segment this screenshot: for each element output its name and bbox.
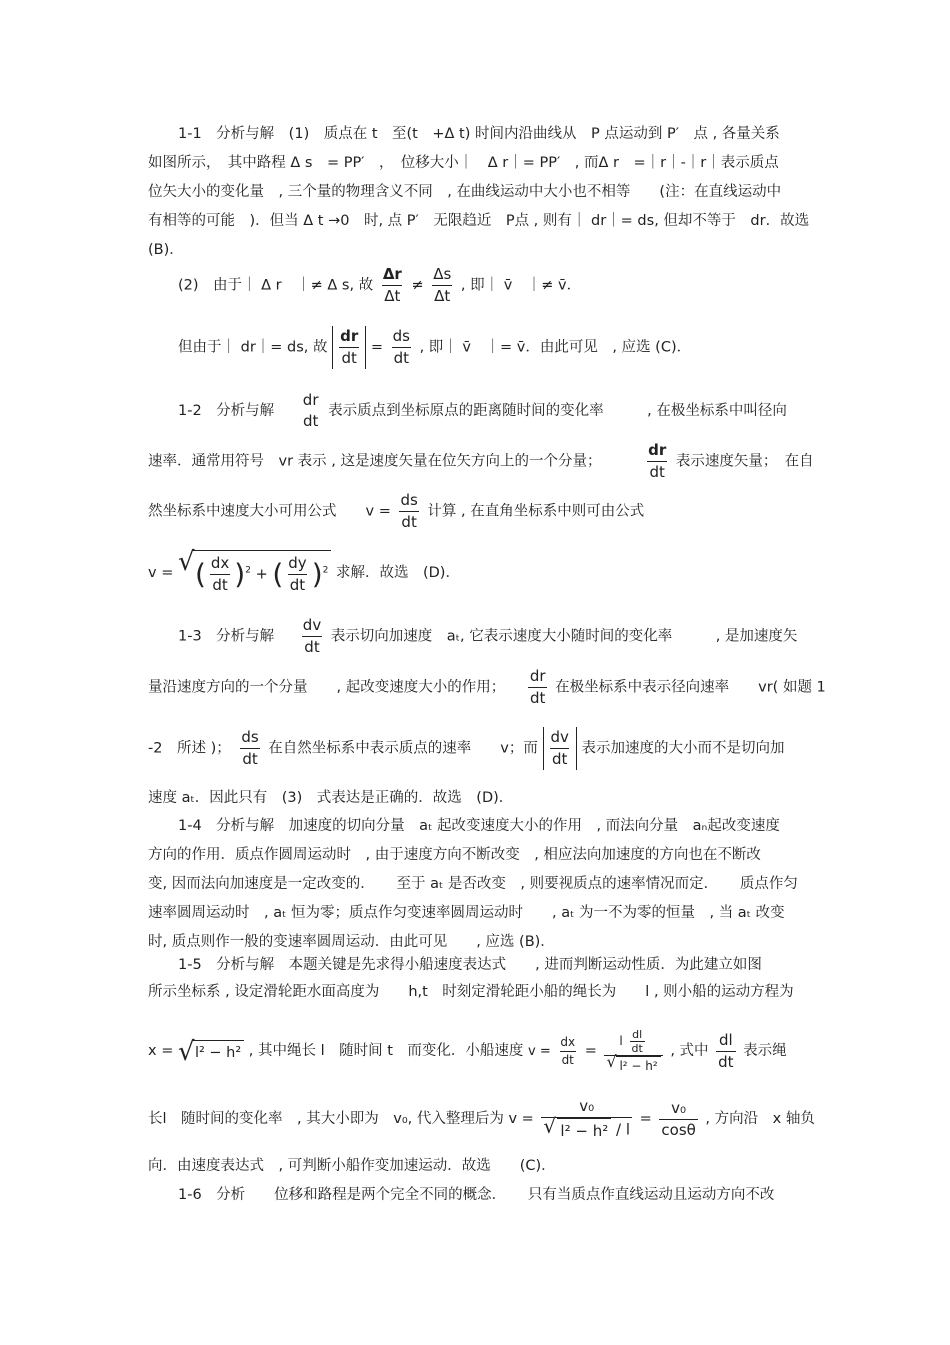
radical-sign: √ xyxy=(543,1114,557,1138)
fraction-v0-over-cos-theta xyxy=(659,1098,697,1141)
fraction-dr-over-dt xyxy=(528,666,548,709)
text: 计算 , 在直角坐标系中则可由公式 xyxy=(427,503,645,520)
numerator: dx xyxy=(210,554,230,572)
text: l xyxy=(619,1034,623,1048)
radical-sign: √ xyxy=(606,1052,617,1071)
text: 但由于｜ dr｜= ds, 故 xyxy=(178,339,328,356)
fraction-ds-over-dt xyxy=(239,727,260,770)
text: / l xyxy=(616,1120,631,1139)
square-root-l2-minus-h2 xyxy=(606,1052,660,1074)
numerator: dr xyxy=(648,441,667,459)
denominator: cosθ xyxy=(661,1120,696,1139)
denominator xyxy=(604,1052,662,1074)
denominator: Δt xyxy=(434,287,451,305)
text: , 方向沿 x 轴负 xyxy=(705,1111,815,1127)
paragraph-1-5-line-1: 1-5 分析与解 本题关键是先求得小船速度表达式 , 进而判断运动性质．为此建立如图 xyxy=(178,957,762,973)
numerator: Δs xyxy=(433,265,452,283)
numerator: dr xyxy=(302,391,319,409)
fraction-dx-over-dt xyxy=(558,1034,577,1069)
radicand: l² − h² xyxy=(616,1056,660,1074)
radicand: ( $\frac{dx}{dt}$ )$^2$ + ( $\frac{dy}{dt}$ )$^2$ xyxy=(192,550,331,596)
paragraph-1-1-line-1: 1-1 分析与解 (1) 质点在 t 至(t +Δ t) 时间内沿曲线从 P 点运动到 P′ 点 , 各量关系 xyxy=(178,126,780,142)
text: 然坐标系中速度大小可用公式 v = xyxy=(148,503,391,520)
denominator: dt xyxy=(393,349,410,367)
denominator: Δt xyxy=(384,287,401,305)
equal-sign: = xyxy=(584,1043,597,1059)
not-equal-sign: ≠ xyxy=(411,277,424,294)
text: 长l 随时间的变化率 , 其大小即为 v₀, 代入整理后为 xyxy=(148,1111,504,1127)
text: 求解．故选 (D)． xyxy=(335,565,460,581)
denominator: dt xyxy=(718,1052,734,1071)
numerator: ds xyxy=(392,327,410,345)
numerator: v₀ xyxy=(579,1097,595,1115)
denominator: dt xyxy=(631,1042,643,1055)
denominator xyxy=(541,1114,632,1142)
paragraph-1-1-part-3 xyxy=(178,326,691,369)
numerator: v₀ xyxy=(671,1098,687,1117)
numerator: dl xyxy=(719,1030,733,1049)
text: -2 所述 )； xyxy=(148,740,231,757)
text: 量沿速度方向的一个分量 , 起改变速度大小的作用； xyxy=(148,679,506,696)
paragraph-1-4-line-1: 1-4 分析与解 加速度的切向分量 aₜ 起改变速度大小的作用 , 而法向分量 aₙ起改变速度 xyxy=(178,818,780,834)
paragraph-1-5-line-4 xyxy=(148,1096,815,1142)
paragraph-1-3-line-1 xyxy=(178,615,797,658)
fraction-dr-over-dt xyxy=(338,326,360,369)
numerator: dy xyxy=(288,554,307,572)
text: 表示质点到坐标原点的距离随时间的变化率 , 在极坐标系中叫径向 xyxy=(328,403,787,419)
equal-sign: = xyxy=(639,1111,652,1127)
denominator: dt xyxy=(341,349,357,367)
numerator: dv xyxy=(302,616,322,634)
denominator: dt xyxy=(561,1052,574,1067)
numerator: dv xyxy=(550,728,569,746)
radicand: l² − h² xyxy=(557,1118,611,1142)
square-root-expression xyxy=(177,547,331,596)
numerator: ds xyxy=(241,728,259,746)
velocity-label: v = xyxy=(508,1111,534,1127)
velocity-label: v = xyxy=(528,1044,551,1059)
denominator: dt xyxy=(552,750,568,768)
numerator: dr xyxy=(529,667,546,685)
paragraph-1-3-line-3 xyxy=(148,727,785,770)
paragraph-1-5-line-3 xyxy=(148,1028,787,1074)
square-root-l2-minus-h2 xyxy=(543,1114,611,1142)
paragraph-1-1-line-3: 位矢大小的变化量 , 三个量的物理含义不同 , 在曲线运动中大小也不相等 (注：在直线运动中 xyxy=(148,184,782,200)
fraction-dx-over-dt xyxy=(209,553,231,596)
fraction-dv-over-dt xyxy=(549,727,571,770)
denominator: dt xyxy=(242,750,258,768)
radical-sign: √ xyxy=(177,547,195,577)
fraction-v0-over-sqrt xyxy=(541,1096,632,1142)
equal-sign: = xyxy=(370,339,384,356)
denominator: dt xyxy=(649,463,665,481)
text: 表示绳 xyxy=(743,1043,787,1059)
denominator: dt xyxy=(529,689,546,707)
numerator: dr xyxy=(340,327,359,345)
paragraph-1-1-part-2 xyxy=(178,264,581,307)
paragraph-1-3-line-4: 速度 aₜ．因此只有 (3) 式表达是正确的．故选 (D)． xyxy=(148,790,514,806)
fraction-velocity-expression xyxy=(604,1028,662,1074)
paragraph-1-2-line-1 xyxy=(178,390,787,432)
text: 表示切向加速度 aₜ, 它表示速度大小随时间的变化率 , 是加速度矢 xyxy=(330,628,798,645)
text: 在极坐标系中表示径向速率 vr( 如题 1 xyxy=(555,679,826,696)
numerator: Δr xyxy=(382,265,402,283)
denominator: dt xyxy=(302,412,319,430)
denominator: dt xyxy=(304,638,320,656)
fraction-dv-over-dt xyxy=(301,615,323,658)
numerator xyxy=(617,1028,649,1055)
paragraph-1-4-line-4: 速率圆周运动时 , aₜ 恒为零；质点作匀变速率圆周运动时 , aₜ 为一不为零的恒量 , 当 aₜ 改变 xyxy=(148,905,785,921)
fraction-delta-s-over-delta-t xyxy=(431,264,453,307)
text: 表示加速度的大小而不是切向加 xyxy=(581,740,785,757)
paragraph-1-5-line-2: 所示坐标系 , 设定滑轮距水面高度为 h,t 时刻定滑轮距小船的绳长为 l , 则小船的运动方程为 xyxy=(148,984,794,1000)
plus-sign: + xyxy=(255,566,268,583)
radical-sign: √ xyxy=(177,1036,195,1067)
text: 速率．通常用符号 vr 表示 , 这是速度矢量在位矢方向上的一个分量； xyxy=(148,453,602,470)
fraction-dl-over-dt xyxy=(716,1030,735,1073)
radicand: l² − h² xyxy=(192,1040,244,1063)
fraction-dl-over-dt xyxy=(630,1028,645,1055)
paragraph-1-5-line-5: 向．由速度表达式 , 可判断小船作变加速运动．故选 (C)． xyxy=(148,1158,556,1174)
fraction-ds-over-dt xyxy=(398,490,419,533)
paragraph-1-1-line-2: 如图所示， 其中路程 Δ s = PP′ ， 位移大小｜ Δ r｜= PP′ , 而Δ r =｜r｜-｜r｜表示质点 xyxy=(148,155,779,171)
text: 1-2 分析与解 xyxy=(178,403,275,419)
paragraph-1-4-line-5: 时, 质点则作一般的变速率圆周运动．由此可见 , 应选 (B)． xyxy=(148,934,555,950)
text: , 式中 xyxy=(670,1043,709,1059)
paragraph-1-6-line-1: 1-6 分析 位移和路程是两个完全不同的概念． 只有当质点作直线运动且运动方向不改 xyxy=(178,1187,775,1203)
fraction-dy-over-dt xyxy=(286,553,308,596)
paragraph-1-1-line-4: 有相等的可能 )．但当 Δ t →0 时, 点 P′ 无限趋近 P点 , 则有｜ dr｜= ds, 但却不等于 dr．故选 xyxy=(148,213,810,229)
fraction-dr-over-dt xyxy=(301,390,321,432)
fraction-delta-r-over-delta-t xyxy=(381,264,404,307)
denominator: dt xyxy=(289,576,306,594)
text: (2) 由于｜ Δ r ｜≠ Δ s, 故 xyxy=(178,277,374,294)
denominator: dt xyxy=(401,513,417,531)
paragraph-1-1-line-5: (B)． xyxy=(148,242,184,258)
text: 1-3 分析与解 xyxy=(178,628,275,645)
text: 表示速度矢量； 在自 xyxy=(675,453,814,470)
square-root-l2-minus-h2 xyxy=(177,1036,244,1067)
text: , 其中绳长 l 随时间 t 而变化．小船速度 xyxy=(248,1043,524,1059)
numerator: dl xyxy=(632,1028,643,1041)
paragraph-1-4-line-2: 方向的作用．质点作圆周运动时 , 由于速度方向不断改变 , 相应法向加速度的方向也在不断改 xyxy=(148,847,761,863)
text: 在自然坐标系中表示质点的速率 v；而 xyxy=(268,740,538,757)
numerator: ds xyxy=(400,491,418,509)
fraction-dr-vector-over-dt xyxy=(646,440,668,483)
text: v = xyxy=(148,565,174,581)
absolute-value xyxy=(332,326,366,369)
text: , 即｜ v̄ ｜≠ v̄． xyxy=(460,277,582,294)
fraction-ds-over-dt xyxy=(391,326,412,369)
paragraph-1-2-line-4 xyxy=(148,547,460,596)
text: x = xyxy=(148,1043,174,1059)
paragraph-1-4-line-3: 变, 因而法向加速度是一定改变的． 至于 aₜ 是否改变 , 则要视质点的速率情况而定． 质点作匀 xyxy=(148,876,798,892)
numerator: dx xyxy=(560,1034,576,1049)
paragraph-1-3-line-2 xyxy=(148,666,826,709)
text: , 即｜ v̄ ｜= v̄．由此可见 , 应选 (C)． xyxy=(419,339,692,356)
denominator: dt xyxy=(212,576,228,594)
absolute-value xyxy=(543,727,577,770)
paragraph-1-2-line-2 xyxy=(148,440,814,483)
paragraph-1-2-line-3 xyxy=(148,490,644,533)
